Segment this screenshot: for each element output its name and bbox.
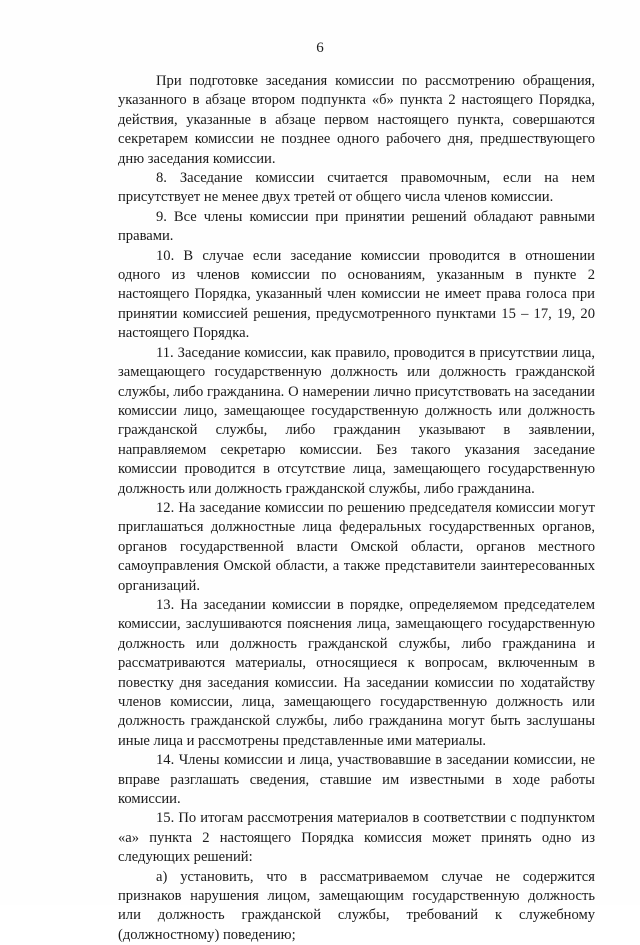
paragraph-12: 12. На заседание комиссии по решению председателя комиссии могут приглашаться должностные лица федеральных государственных органов, органов государственной власти Омской области, органов местного самоуправления Омской области, а также представители заинтересованных организаций. <box>118 499 595 594</box>
page-number: 6 <box>316 40 324 56</box>
paragraph-15a: а) установить, что в рассматриваемом случае не содержится признаков нарушения лицом, замещающим государственную должность или должность гражданской службы, требований к служебному (должностному) поведению; <box>118 868 595 943</box>
document-body <box>118 72 595 945</box>
paragraph-11: 11. Заседание комиссии, как правило, проводится в присутствии лица, замещающего государственную должность или должность гражданской службы, либо гражданина. О намерении лично присутствовать на заседании комиссии лицо, замещающее государственную должность или должность гражданской службы, либо гражданин указывают в заявлении, направляемом секретарю комиссии. Без такого указания заседание комиссии проводится в отсутствие лица, замещающего государственную должность или должность гражданской службы, либо гражданина. <box>118 344 595 497</box>
paragraph-15: 15. По итогам рассмотрения материалов в соответствии с подпунктом «а» пункта 2 настоящего Порядка комиссия может принять одно из следующих решений: <box>118 810 595 866</box>
paragraph-8: 8. Заседание комиссии считается правомочным, если на нем присутствует не менее двух третей от общего числа членов комиссии. <box>118 170 595 206</box>
paragraph-9: 9. Все члены комиссии при принятии решений обладают равными правами. <box>118 208 595 245</box>
paragraph-intro: При подготовке заседания комиссии по рассмотрению обращения, указанного в абзаце втором подпункта «б» пункта 2 настоящего Порядка, действия, указанные в абзаце первом настоящего пункта, совершаются секретарем комиссии не позднее одного рабочего дня, предшествующего дню заседания комиссии. <box>118 73 595 167</box>
paragraph-10: 10. В случае если заседание комиссии проводится в отношении одного из членов комиссии по основаниям, указанным в пункте 2 настоящего Порядка, указанный член комиссии не имеет права голоса при принятии комиссией решения, предусмотренного пунктами 15 – 17, 19, 20 настоящего Порядка. <box>118 247 595 342</box>
paragraph-14: 14. Члены комиссии и лица, участвовавшие в заседании комиссии, не вправе разглашать сведения, ставшие им известными в ходе работы комиссии. <box>118 752 595 808</box>
paragraph-13: 13. На заседании комиссии в порядке, определяемом председателем комиссии, заслушиваются пояснения лица, замещающего государственную должность или должность гражданской службы, либо гражданина и рассматриваются материалы, относящиеся к вопросам, включенным в повестку дня заседания комиссии. На заседании комиссии по ходатайству членов комиссии, лица, замещающего государственную должность или должность гражданской службы, либо гражданина могут быть заслушаны иные лица и рассмотрены представленные ими материалы. <box>118 596 595 749</box>
